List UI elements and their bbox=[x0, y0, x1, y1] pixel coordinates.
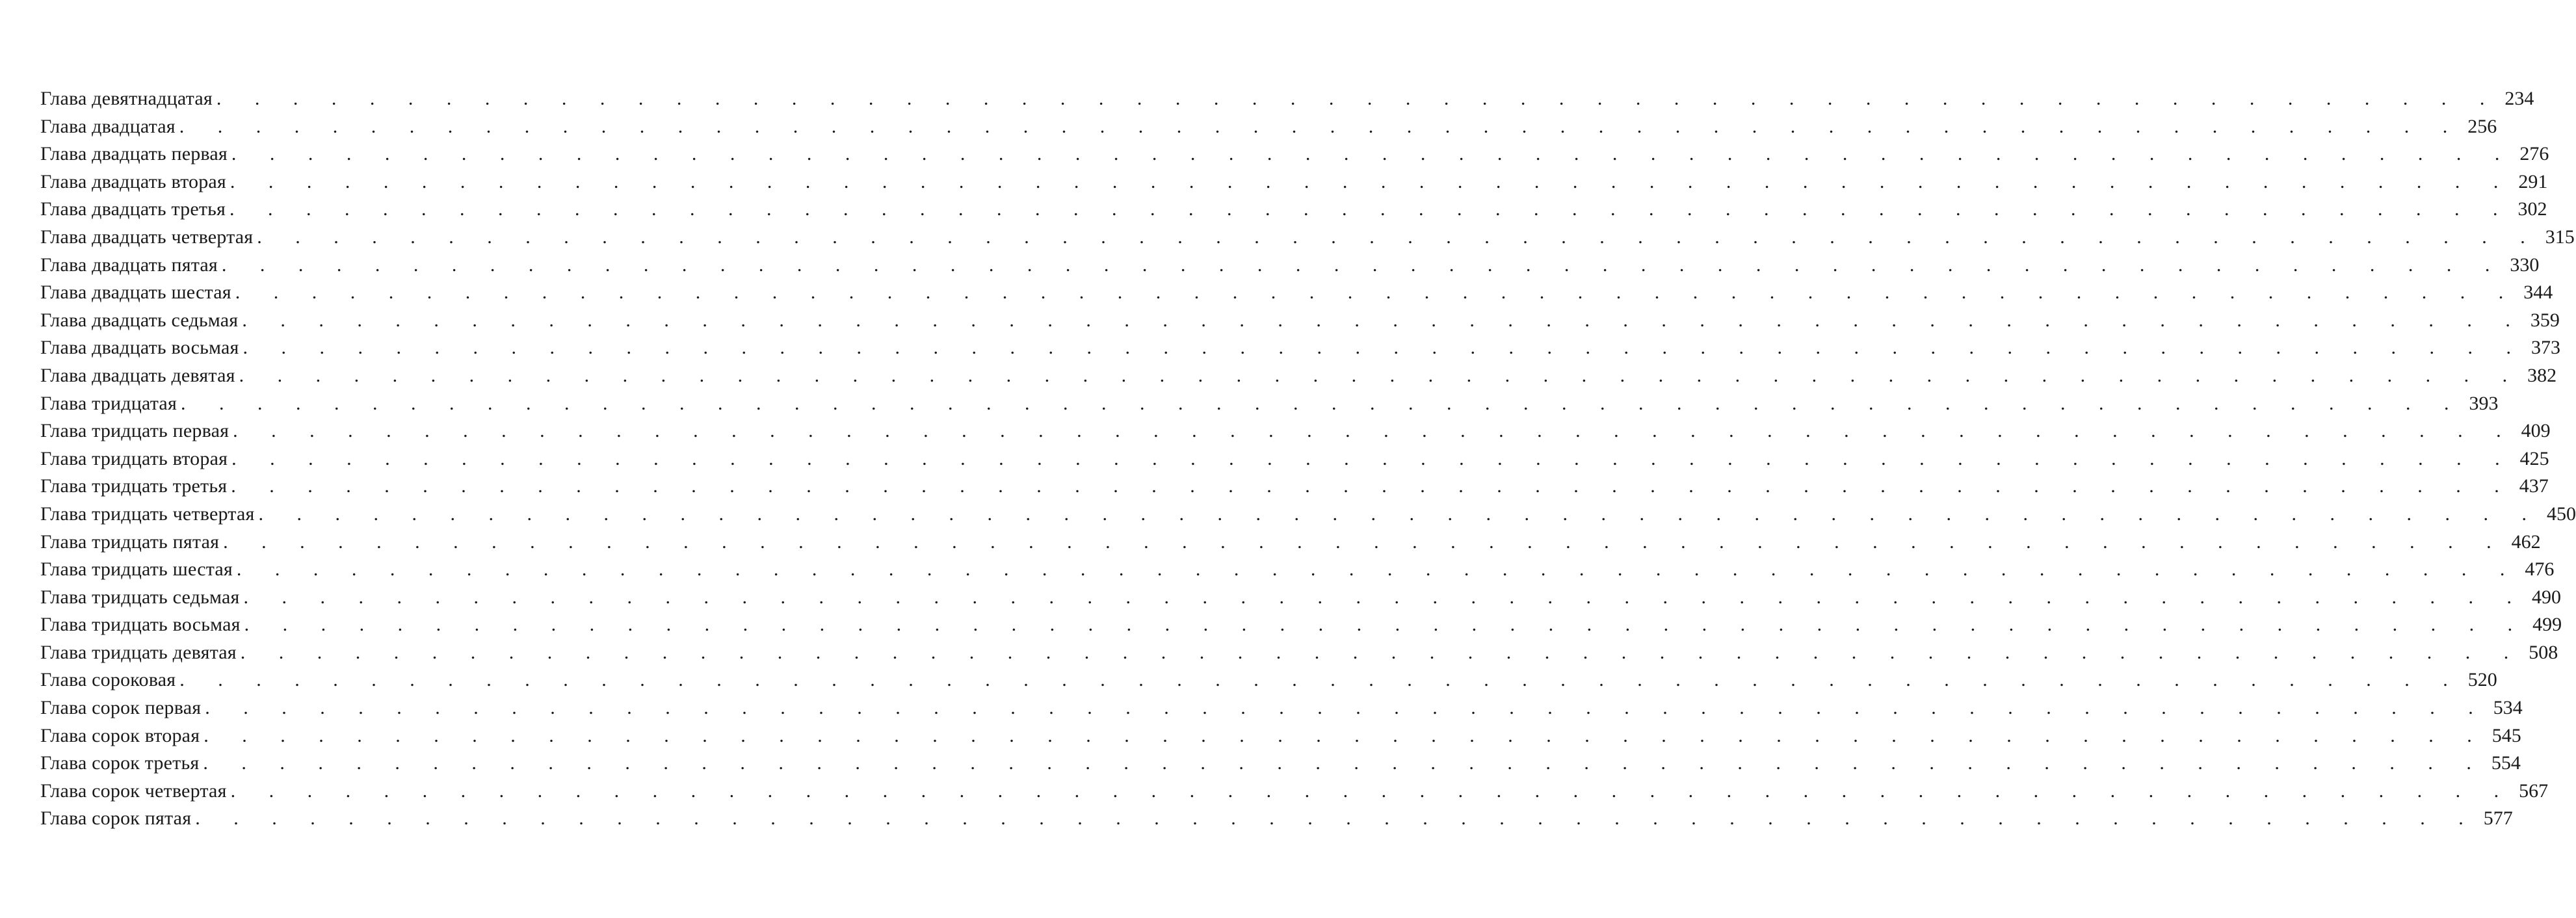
page-number: 508 bbox=[2529, 641, 2558, 663]
chapter-title: Глава тридцатая bbox=[40, 392, 177, 414]
toc-entry bbox=[40, 501, 2576, 529]
dot-leader: . . . . . . . . . . . . . . . . . . . . . . . . . . . . . . . . . . . . . . . . . . . . . . . . . . . . . . . . . . . . bbox=[230, 780, 2514, 802]
toc-entry bbox=[40, 694, 2523, 722]
dot-leader: . . . . . . . . . . . . . . . . . . . . . . . . . . . . . . . . . . . . . . . . . . . . . . . . . . . . . . . . . . . . bbox=[231, 447, 2514, 469]
dot-leader: . . . . . . . . . . . . . . . . . . . . . . . . . . . . . . . . . . . . . . . . . . . . . . . . . . . . . . . . . . . . bbox=[240, 641, 2523, 663]
dot-leader: . . . . . . . . . . . . . . . . . . . . . . . . . . . . . . . . . . . . . . . . . . . . . . . . . . . . . . . . . . . . bbox=[179, 669, 2462, 691]
toc-entry bbox=[40, 556, 2555, 584]
toc-entry bbox=[40, 750, 2521, 778]
dot-leader: . . . . . . . . . . . . . . . . . . . . . . . . . . . . . . . . . . . . . . . . . . . . . . . . . . . . . . . . . . . . bbox=[257, 226, 2540, 248]
toc-entry bbox=[40, 611, 2562, 639]
page-number: 276 bbox=[2519, 143, 2549, 165]
dot-leader: . . . . . . . . . . . . . . . . . . . . . . . . . . . . . . . . . . . . . . . . . . . . . . . . . . . . . . . . . . . . bbox=[205, 697, 2488, 719]
chapter-title: Глава двадцать вторая bbox=[40, 170, 226, 192]
dot-leader: . . . . . . . . . . . . . . . . . . . . . . . . . . . . . . . . . . . . . . . . . . . . . . . . . . . . . . . . . . . . bbox=[258, 503, 2541, 525]
page-number: 359 bbox=[2530, 309, 2560, 331]
toc-entry bbox=[40, 778, 2549, 806]
toc-entry bbox=[40, 445, 2549, 473]
toc-entry bbox=[40, 417, 2551, 445]
chapter-title: Глава тридцать четвертая bbox=[40, 503, 255, 525]
dot-leader: . . . . . . . . . . . . . . . . . . . . . . . . . . . . . . . . . . . . . . . . . . . . . . . . . . . . . . . . . . . . bbox=[204, 724, 2486, 746]
page-number: 490 bbox=[2531, 586, 2561, 608]
toc-entry bbox=[40, 224, 2575, 252]
chapter-title: Глава тридцать восьмая bbox=[40, 614, 241, 636]
chapter-title: Глава сорок третья bbox=[40, 752, 200, 774]
dot-leader: . . . . . . . . . . . . . . . . . . . . . . . . . . . . . . . . . . . . . . . . . . . . . . . . . . . . . . . . . . . . bbox=[223, 531, 2506, 553]
dot-leader: . . . . . . . . . . . . . . . . . . . . . . . . . . . . . . . . . . . . . . . . . . . . . . . . . . . . . . . . . . . . bbox=[216, 88, 2499, 109]
chapter-title: Глава сорок первая bbox=[40, 697, 202, 719]
dot-leader: . . . . . . . . . . . . . . . . . . . . . . . . . . . . . . . . . . . . . . . . . . . . . . . . . . . . . . . . . . . . bbox=[236, 558, 2519, 581]
toc-entry bbox=[40, 334, 2560, 362]
chapter-title: Глава тридцать седьмая bbox=[40, 586, 240, 608]
page-number: 577 bbox=[2483, 807, 2513, 830]
chapter-title: Глава девятнадцатая bbox=[40, 88, 213, 109]
chapter-title: Глава двадцать восьмая bbox=[40, 337, 239, 359]
chapter-title: Глава двадцать седьмая bbox=[40, 309, 239, 331]
page-number: 373 bbox=[2530, 337, 2560, 359]
chapter-title: Глава двадцатая bbox=[40, 115, 176, 137]
page-number: 409 bbox=[2521, 420, 2551, 442]
page-number: 462 bbox=[2511, 531, 2541, 553]
dot-leader: . . . . . . . . . . . . . . . . . . . . . . . . . . . . . . . . . . . . . . . . . . . . . . . . . . . . . . . . . . . . bbox=[179, 115, 2462, 137]
page-number: 330 bbox=[2510, 254, 2540, 276]
toc-entry bbox=[40, 529, 2541, 557]
dot-leader: . . . . . . . . . . . . . . . . . . . . . . . . . . . . . . . . . . . . . . . . . . . . . . . . . . . . . . . . . . . . bbox=[230, 170, 2513, 192]
dot-leader: . . . . . . . . . . . . . . . . . . . . . . . . . . . . . . . . . . . . . . . . . . . . . . . . . . . . . . . . . . . . bbox=[231, 475, 2514, 497]
dot-leader: . . . . . . . . . . . . . . . . . . . . . . . . . . . . . . . . . . . . . . . . . . . . . . . . . . . . . . . . . . . . bbox=[231, 143, 2514, 165]
page-number: 382 bbox=[2527, 364, 2557, 386]
toc-entry bbox=[40, 140, 2549, 168]
chapter-title: Глава сорок вторая bbox=[40, 724, 200, 746]
chapter-title: Глава двадцать девятая bbox=[40, 364, 235, 386]
chapter-title: Глава двадцать четвертая bbox=[40, 226, 254, 248]
toc-entry bbox=[40, 168, 2548, 196]
dot-leader: . . . . . . . . . . . . . . . . . . . . . . . . . . . . . . . . . . . . . . . . . . . . . . . . . . . . . . . . . . . . bbox=[244, 614, 2527, 636]
page-number: 425 bbox=[2519, 447, 2549, 469]
chapter-title: Глава сорок четвертая bbox=[40, 780, 227, 802]
chapter-title: Глава двадцать третья bbox=[40, 198, 226, 220]
toc-entry bbox=[40, 307, 2560, 335]
table-of-contents bbox=[40, 85, 2576, 833]
page-number: 476 bbox=[2525, 558, 2555, 581]
toc-entry bbox=[40, 805, 2513, 833]
toc-entry bbox=[40, 196, 2547, 224]
dot-leader: . . . . . . . . . . . . . . . . . . . . . . . . . . . . . . . . . . . . . . . . . . . . . . . . . . . . . . . . . . . . bbox=[230, 198, 2512, 220]
toc-entry bbox=[40, 279, 2553, 307]
chapter-title: Глава тридцать первая bbox=[40, 420, 230, 442]
toc-entry bbox=[40, 390, 2499, 418]
chapter-title: Глава сороковая bbox=[40, 669, 176, 691]
dot-leader: . . . . . . . . . . . . . . . . . . . . . . . . . . . . . . . . . . . . . . . . . . . . . . . . . . . . . . . . . . . . bbox=[239, 364, 2522, 386]
page-number: 256 bbox=[2467, 115, 2497, 137]
page-number: 437 bbox=[2519, 475, 2549, 497]
toc-entry bbox=[40, 584, 2561, 612]
dot-leader: . . . . . . . . . . . . . . . . . . . . . . . . . . . . . . . . . . . . . . . . . . . . . . . . . . . . . . . . . . . . bbox=[243, 337, 2525, 359]
page-number: 344 bbox=[2523, 282, 2553, 304]
page-number: 291 bbox=[2518, 170, 2548, 192]
page-number: 567 bbox=[2519, 780, 2549, 802]
chapter-title: Глава тридцать шестая bbox=[40, 558, 233, 581]
page-number: 554 bbox=[2491, 752, 2521, 774]
page-number: 450 bbox=[2546, 503, 2576, 525]
chapter-title: Глава двадцать шестая bbox=[40, 282, 231, 304]
toc-entry bbox=[40, 666, 2497, 694]
toc-entry bbox=[40, 473, 2549, 501]
page-number: 302 bbox=[2517, 198, 2547, 220]
dot-leader: . . . . . . . . . . . . . . . . . . . . . . . . . . . . . . . . . . . . . . . . . . . . . . . . . . . . . . . . . . . . bbox=[180, 392, 2464, 414]
dot-leader: . . . . . . . . . . . . . . . . . . . . . . . . . . . . . . . . . . . . . . . . . . . . . . . . . . . . . . . . . . . . bbox=[221, 254, 2504, 276]
chapter-title: Глава сорок пятая bbox=[40, 807, 192, 830]
page-number: 315 bbox=[2545, 226, 2575, 248]
page-number: 499 bbox=[2532, 614, 2562, 636]
chapter-title: Глава тридцать девятая bbox=[40, 641, 237, 663]
toc-entry bbox=[40, 252, 2540, 280]
chapter-title: Глава тридцать пятая bbox=[40, 531, 220, 553]
chapter-title: Глава двадцать первая bbox=[40, 143, 228, 165]
chapter-title: Глава тридцать вторая bbox=[40, 447, 228, 469]
page-number: 393 bbox=[2469, 392, 2499, 414]
toc-entry bbox=[40, 639, 2558, 667]
dot-leader: . . . . . . . . . . . . . . . . . . . . . . . . . . . . . . . . . . . . . . . . . . . . . . . . . . . . . . . . . . . . bbox=[243, 586, 2526, 608]
toc-entry bbox=[40, 113, 2497, 141]
page-number: 545 bbox=[2491, 724, 2521, 746]
page-number: 520 bbox=[2467, 669, 2497, 691]
dot-leader: . . . . . . . . . . . . . . . . . . . . . . . . . . . . . . . . . . . . . . . . . . . . . . . . . . . . . . . . . . . . bbox=[203, 752, 2486, 774]
toc-entry bbox=[40, 85, 2534, 113]
chapter-title: Глава тридцать третья bbox=[40, 475, 228, 497]
toc-entry bbox=[40, 722, 2521, 750]
page-number: 534 bbox=[2493, 697, 2523, 719]
dot-leader: . . . . . . . . . . . . . . . . . . . . . . . . . . . . . . . . . . . . . . . . . . . . . . . . . . . . . . . . . . . . bbox=[233, 420, 2516, 442]
dot-leader: . . . . . . . . . . . . . . . . . . . . . . . . . . . . . . . . . . . . . . . . . . . . . . . . . . . . . . . . . . . . bbox=[242, 309, 2525, 331]
chapter-title: Глава двадцать пятая bbox=[40, 254, 218, 276]
dot-leader: . . . . . . . . . . . . . . . . . . . . . . . . . . . . . . . . . . . . . . . . . . . . . . . . . . . . . . . . . . . . bbox=[195, 807, 2478, 830]
dot-leader: . . . . . . . . . . . . . . . . . . . . . . . . . . . . . . . . . . . . . . . . . . . . . . . . . . . . . . . . . . . . bbox=[235, 282, 2518, 304]
toc-entry bbox=[40, 362, 2557, 390]
page-number: 234 bbox=[2504, 88, 2534, 109]
